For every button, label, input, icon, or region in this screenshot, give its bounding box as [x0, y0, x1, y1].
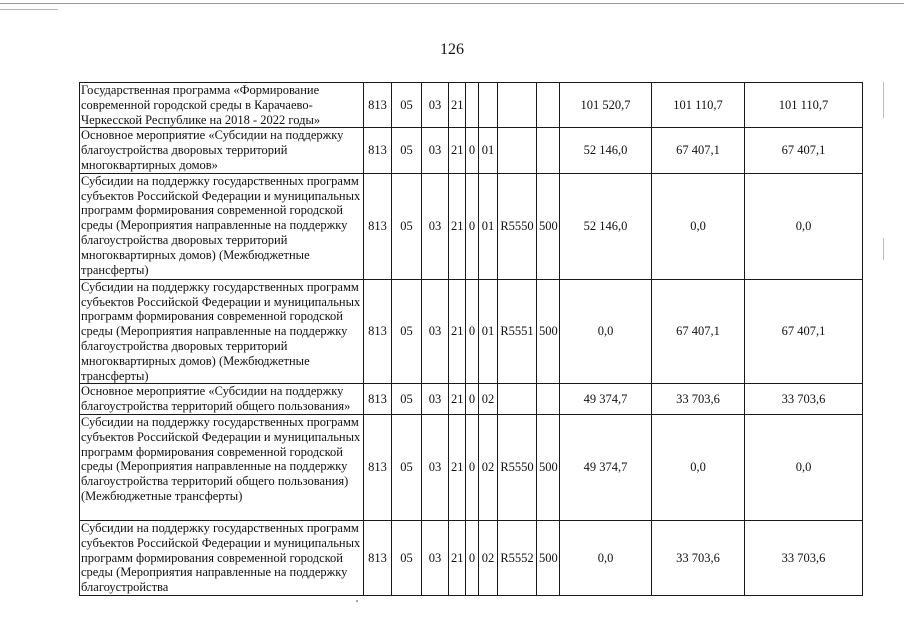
cell-vr [537, 384, 560, 415]
cell-direction: R5550 [498, 173, 537, 279]
cell-event: 01 [479, 279, 498, 384]
cell-event: 01 [479, 128, 498, 173]
cell-name: Основное мероприятие «Субсидии на поддержку благоустройства территорий общего пользования» [80, 384, 364, 415]
cell-y2019: 33 703,6 [652, 384, 745, 415]
cell-direction [498, 83, 537, 128]
margin-mark [883, 238, 884, 260]
budget-table [79, 82, 863, 596]
cell-y2018: 49 374,7 [560, 384, 652, 415]
cell-y2020: 101 110,7 [745, 83, 863, 128]
cell-ministry: 813 [364, 279, 392, 384]
cell-y2018: 0,0 [560, 520, 652, 595]
cell-y2019: 67 407,1 [652, 128, 745, 173]
cell-ministry: 813 [364, 128, 392, 173]
scan-speck [356, 600, 358, 602]
cell-prog: 21 [449, 279, 466, 384]
cell-event: 02 [479, 384, 498, 415]
cell-ministry: 813 [364, 83, 392, 128]
cell-section: 05 [392, 279, 422, 384]
cell-y2018: 101 520,7 [560, 83, 652, 128]
cell-y2018: 52 146,0 [560, 128, 652, 173]
cell-y2019: 0,0 [652, 414, 745, 520]
cell-sub: 0 [466, 384, 479, 415]
page-number: 126 [440, 41, 464, 58]
cell-y2019: 0,0 [652, 173, 745, 279]
cell-prog: 21 [449, 128, 466, 173]
cell-prog: 21 [449, 520, 466, 595]
cell-name: Субсидии на поддержку государственных программ субъектов Российской Федерации и муниципальных программ формирования современной городской среды (Мероприятия направленные на поддержку благоустройства дворовых территорий многоквартирных домов) (Межбюджетные трансферты) [80, 279, 364, 384]
cell-subsection: 03 [422, 128, 449, 173]
cell-name: Основное мероприятие «Субсидии на поддержку благоустройства дворовых территорий многоквартирных домов» [80, 128, 364, 173]
cell-vr: 500 [537, 520, 560, 595]
cell-sub: 0 [466, 173, 479, 279]
cell-sub: 0 [466, 520, 479, 595]
cell-name: Субсидии на поддержку государственных программ субъектов Российской Федерации и муниципальных программ формирования современной городской среды (Мероприятия направленные на поддержку благоустройства [80, 520, 364, 595]
cell-vr: 500 [537, 414, 560, 520]
cell-y2020: 67 407,1 [745, 128, 863, 173]
table-row [80, 279, 863, 384]
cell-section: 05 [392, 128, 422, 173]
cell-subsection: 03 [422, 384, 449, 415]
cell-event [479, 83, 498, 128]
cell-ministry: 813 [364, 414, 392, 520]
cell-y2020: 67 407,1 [745, 279, 863, 384]
cell-y2020: 33 703,6 [745, 384, 863, 415]
table-row [80, 173, 863, 279]
cell-prog: 21 [449, 414, 466, 520]
cell-section: 05 [392, 414, 422, 520]
cell-ministry: 813 [364, 520, 392, 595]
cell-vr [537, 83, 560, 128]
cell-ministry: 813 [364, 173, 392, 279]
cell-name: Государственная программа «Формирование современной городской среды в Карачаево-Черкесской Республике на 2018 - 2022 годы» [80, 83, 364, 128]
cell-y2020: 33 703,6 [745, 520, 863, 595]
cell-sub: 0 [466, 279, 479, 384]
cell-y2018: 52 146,0 [560, 173, 652, 279]
cell-y2018: 49 374,7 [560, 414, 652, 520]
table-row [80, 384, 863, 415]
cell-prog: 21 [449, 384, 466, 415]
cell-name: Субсидии на поддержку государственных программ субъектов Российской Федерации и муниципальных программ формирования современной городской среды (Мероприятия направленные на поддержку благоустройства дворовых территорий многоквартирных домов) (Межбюджетные трансферты) [80, 173, 364, 279]
cell-sub [466, 83, 479, 128]
cell-direction [498, 128, 537, 173]
cell-y2019: 67 407,1 [652, 279, 745, 384]
cell-y2020: 0,0 [745, 414, 863, 520]
cell-prog: 21 [449, 173, 466, 279]
cell-y2020: 0,0 [745, 173, 863, 279]
cell-event: 02 [479, 520, 498, 595]
cell-section: 05 [392, 173, 422, 279]
table-row [80, 414, 863, 520]
cell-section: 05 [392, 384, 422, 415]
cell-direction: R5551 [498, 279, 537, 384]
cell-name: Субсидии на поддержку государственных программ субъектов Российской Федерации и муниципальных программ формирования современной городской среды (Мероприятия направленные на поддержку благоустройства территорий общего пользования) (Межбюджетные трансферты) [80, 414, 364, 520]
cell-sub: 0 [466, 128, 479, 173]
table-row [80, 520, 863, 595]
cell-subsection: 03 [422, 414, 449, 520]
scan-top-rule-short [0, 9, 58, 10]
cell-subsection: 03 [422, 279, 449, 384]
cell-direction: R5552 [498, 520, 537, 595]
cell-event: 01 [479, 173, 498, 279]
margin-mark [883, 82, 884, 118]
cell-subsection: 03 [422, 520, 449, 595]
cell-subsection: 03 [422, 173, 449, 279]
cell-section: 05 [392, 83, 422, 128]
scan-top-rule [0, 3, 904, 4]
cell-vr [537, 128, 560, 173]
cell-direction [498, 384, 537, 415]
cell-vr: 500 [537, 279, 560, 384]
cell-y2019: 101 110,7 [652, 83, 745, 128]
cell-y2018: 0,0 [560, 279, 652, 384]
cell-y2019: 33 703,6 [652, 520, 745, 595]
cell-event: 02 [479, 414, 498, 520]
cell-subsection: 03 [422, 83, 449, 128]
cell-vr: 500 [537, 173, 560, 279]
cell-sub: 0 [466, 414, 479, 520]
cell-section: 05 [392, 520, 422, 595]
table-row [80, 128, 863, 173]
cell-prog: 21 [449, 83, 466, 128]
table-row [80, 83, 863, 128]
cell-direction: R5550 [498, 414, 537, 520]
cell-ministry: 813 [364, 384, 392, 415]
